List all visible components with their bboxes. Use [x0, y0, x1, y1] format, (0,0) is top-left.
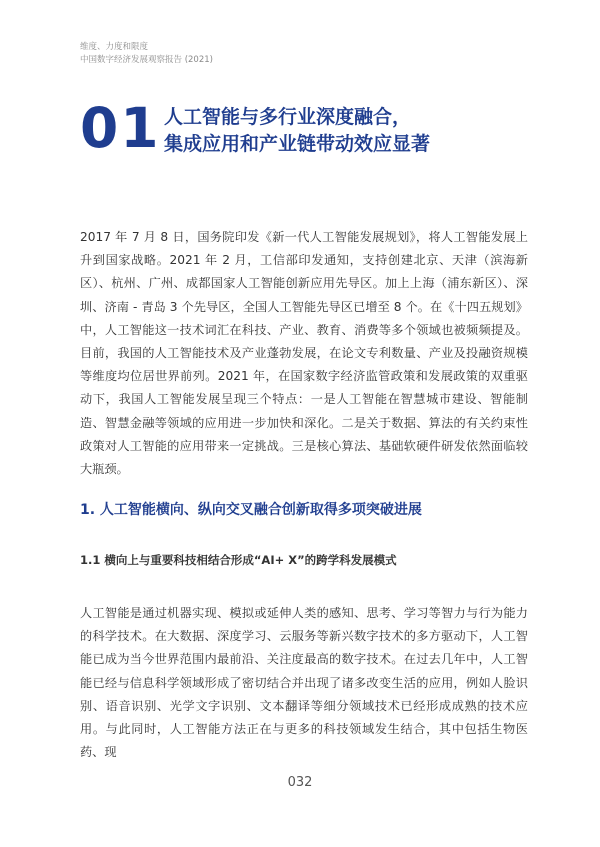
chapter-title-line-2: 集成应用和产业链带动效应显著	[164, 133, 431, 155]
subsection-heading: 1.1 横向上与重要科技相结合形成“AI+ X”的跨学科发展模式	[80, 553, 397, 567]
chapter-title-line-1: 人工智能与多行业深度融合，	[164, 106, 412, 128]
body-paragraph: 人工智能是通过机器实现、模拟或延伸人类的感知、思考、学习等智力与行为能力的科学技术。在大数据、深度学习、云服务等新兴数字技术的多方驱动下，人工智能已成为当今世界范围内最前沿、关注度最高的数字技术。在过去几年中，人工智能已经与信息科学领域形成了密切结合并出现了诸多改变生活的应用，例如人脸识别、语音识别、光学文字识别、文本翻译等细分领域技术已经形成成熟的技术应用。与此同时，人工智能方法正在与更多的科技领域发生结合，其中包括生物医药、现	[80, 606, 528, 760]
header-report-title: 中国数字经济发展观察报告 (2021)	[80, 54, 213, 65]
header-series-title: 维度、力度和限度	[80, 42, 149, 52]
chapter-title	[164, 104, 430, 158]
chapter-number: 01	[80, 96, 161, 160]
intro-paragraph: 2017 年 7 月 8 日，国务院印发《新一代人工智能发展规划》，将人工智能发展上升到国家战略。2021 年 2 月，工信部印发通知，支持创建北京、天津（滨海新区）、杭州、广州、成都国家人工智能创新应用先导区。加上上海（浦东新区）、深圳、济南 - 青岛 3 个先导区，全国人工智能先导区已增至 8 个。在《十四五规划》中，人工智能这一技术词汇在科技、产业、教育、消费等多个领域也被频频提及。目前，我国的人工智能技术及产业蓬勃发展，在论文专利数量、产业及投融资规模等维度均位居世界前列。2021 年，在国家数字经济监管政策和发展政策的双重驱动下，我国人工智能发展呈现三个特点：一是人工智能在智慧城市建设、智能制造、智慧金融等领域的应用进一步加快和深化。二是关于数据、算法的有关约束性政策对人工智能的应用带来一定挑战。三是核心算法、基础软硬件研发依然面临较大瓶颈。	[80, 230, 528, 477]
running-header	[80, 41, 213, 66]
chapter-heading	[80, 96, 431, 160]
section-heading: 1. 人工智能横向、纵向交叉融合创新取得多项突破进展	[80, 502, 422, 518]
page-number: 032	[287, 775, 313, 790]
